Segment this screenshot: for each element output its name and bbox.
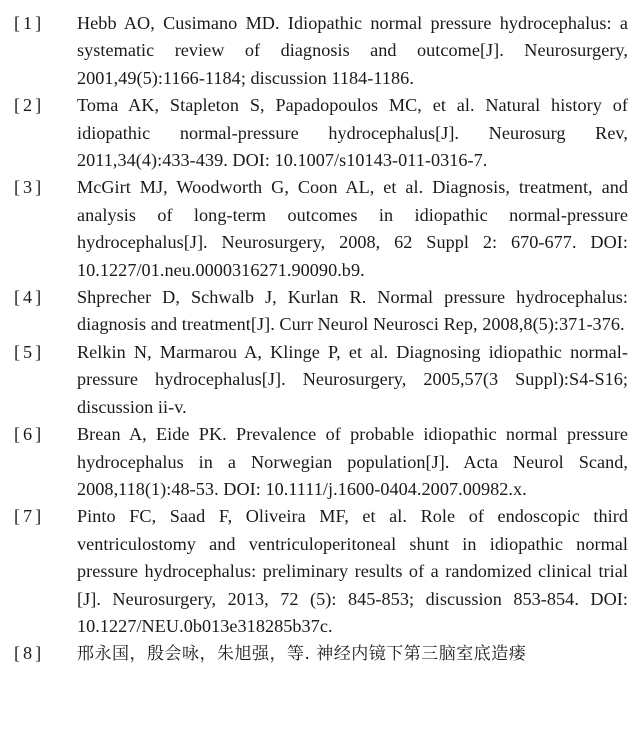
reference-text: McGirt MJ, Woodworth G, Coon AL, et al. Diagnosis, treatment, and analysis of long-term outcomes in idiopathic normal-pressure hydrocephalus[J]. Neurosurgery, 2008, 62 Suppl 2: 670-677. DOI: 10.1227/01.neu.0000316271.90090.b9. xyxy=(77,177,628,280)
reference-number: [6] xyxy=(14,424,45,445)
reference-text: Relkin N, Marmarou A, Klinge P, et al. Diagnosing idiopathic normal-pressure hydrocephalus[J]. Neurosurgery, 2005,57(3 Suppl):S4-S16; discussion ii-v. xyxy=(77,341,628,417)
reference-text: Hebb AO, Cusimano MD. Idiopathic normal pressure hydrocephalus: a systematic review of diagnosis and outcome[J]. Neurosurgery, 2001,49(5):1166-1184; discussion 1184-1186. xyxy=(77,13,628,88)
reference-item-2 xyxy=(0,92,644,174)
reference-list xyxy=(0,10,644,669)
reference-number: [4] xyxy=(14,287,45,308)
reference-text: Toma AK, Stapleton S, Papadopoulos MC, et al. Natural history of idiopathic normal-pressure hydrocephalus[J]. Neurosurg Rev, 2011,34(4):433-439. DOI: 10.1007/s10143-011-0316-7. xyxy=(77,95,628,171)
reference-number: [5] xyxy=(14,341,45,362)
reference-text: Shprecher D, Schwalb J, Kurlan R. Normal pressure hydrocephalus: diagnosis and treatment[J]. Curr Neurol Neurosci Rep, 2008,8(5):371-376. xyxy=(77,287,628,335)
reference-item-1 xyxy=(0,10,644,92)
reference-number: [2] xyxy=(14,95,45,116)
reference-item-8 xyxy=(0,640,644,668)
reference-number: [3] xyxy=(14,177,45,198)
reference-text: Brean A, Eide PK. Prevalence of probable idiopathic normal pressure hydrocephalus in a Norwegian population[J]. Acta Neurol Scand, 2008,118(1):48-53. DOI: 10.1111/j.1600-0404.2007.00982.x. xyxy=(77,424,628,499)
reference-number: [7] xyxy=(14,506,45,527)
reference-item-4 xyxy=(0,284,644,339)
reference-number: [1] xyxy=(14,13,45,33)
reference-text: 邢永国，殷会咏，朱旭强，等. 神经内镜下第三脑室底造瘘 xyxy=(77,644,527,665)
reference-item-3 xyxy=(0,174,644,284)
reference-item-5 xyxy=(0,339,644,421)
reference-item-7 xyxy=(0,503,644,640)
reference-number: [8] xyxy=(14,643,45,664)
reference-item-6 xyxy=(0,421,644,503)
reference-text: Pinto FC, Saad F, Oliveira MF, et al. Role of endoscopic third ventriculostomy and ventriculoperitoneal shunt in idiopathic normal pressure hydrocephalus: preliminary results of a randomized clinical trial [J]. Neurosurgery, 2013, 72 (5): 845-853; discussion 853-854. DOI: 10.1227/NEU.0b013e318285b37c. xyxy=(77,506,628,636)
